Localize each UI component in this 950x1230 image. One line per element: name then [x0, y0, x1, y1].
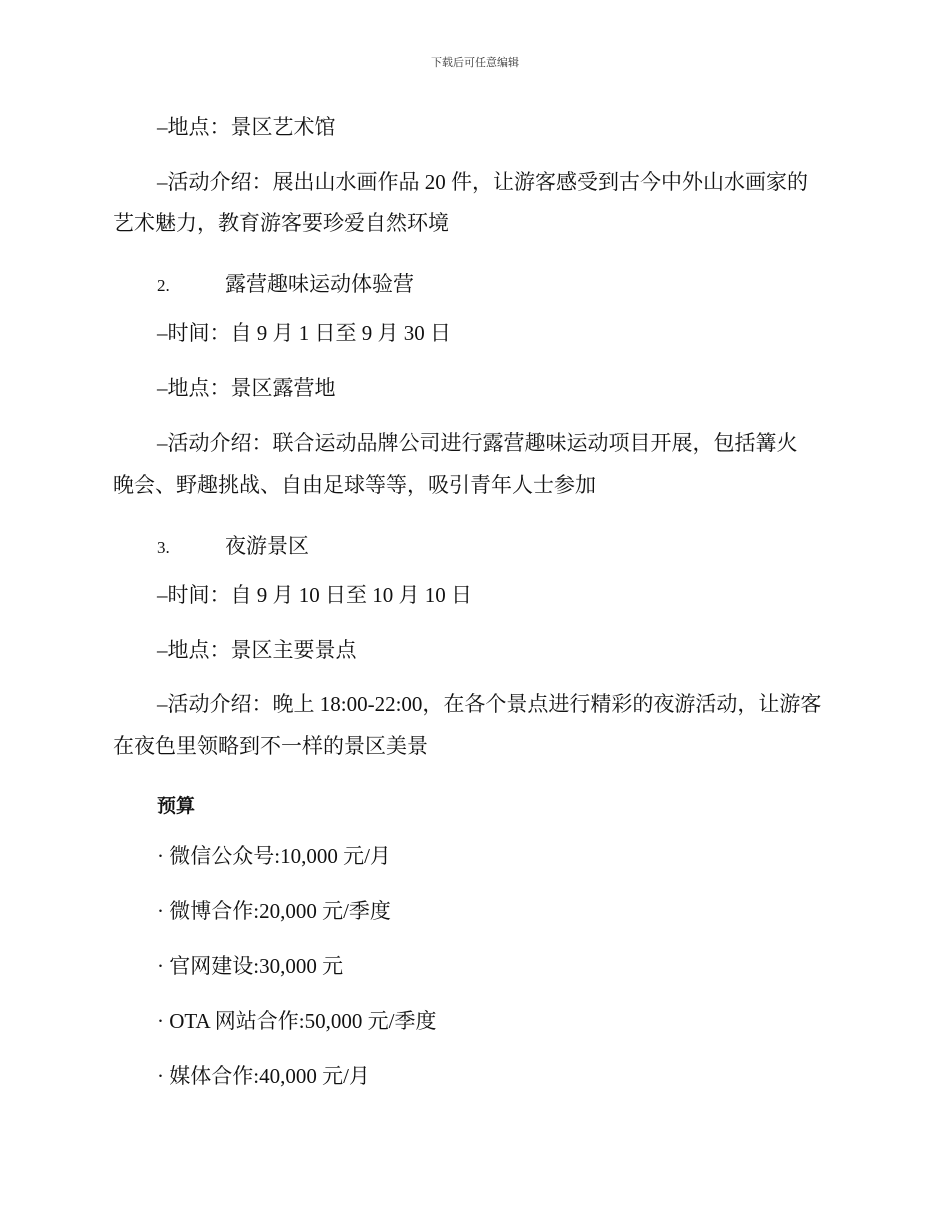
s1-intro-line2: 艺术魅力，教育游客要珍爱自然环境 [113, 211, 449, 235]
s3-number: 3. [157, 538, 170, 557]
budget-item: · 微博合作:20,000 元/季度 [157, 899, 391, 923]
s1-intro-line1: –活动介绍：展出山水画作品 20 件，让游客感受到古今中外山水画家的 [157, 170, 808, 194]
s2-time: –时间：自 9 月 1 日至 9 月 30 日 [157, 321, 451, 345]
s3-heading [157, 530, 309, 560]
s2-intro-line2: 晚会、野趣挑战、自由足球等等，吸引青年人士参加 [113, 473, 596, 497]
s3-intro-line1: –活动介绍：晚上 18:00-22:00，在各个景点进行精彩的夜游活动，让游客 [157, 692, 822, 716]
page-header: 下载后可任意编辑 [431, 56, 519, 69]
s3-location: –地点：景区主要景点 [157, 638, 357, 662]
s2-intro-line1: –活动介绍：联合运动品牌公司进行露营趣味运动项目开展，包括篝火 [157, 431, 798, 455]
budget-heading: 预算 [157, 795, 196, 817]
s2-heading [157, 268, 414, 298]
budget-item: · 微信公众号:10,000 元/月 [157, 844, 391, 868]
budget-item: · 媒体合作:40,000 元/月 [157, 1064, 370, 1088]
s1-location: –地点：景区艺术馆 [157, 115, 336, 139]
s2-number: 2. [157, 276, 170, 295]
budget-item: · OTA 网站合作:50,000 元/季度 [157, 1009, 437, 1033]
s2-location: –地点：景区露营地 [157, 376, 336, 400]
s3-intro-line2: 在夜色里领略到不一样的景区美景 [113, 734, 428, 758]
s2-title: 露营趣味运动体验营 [225, 272, 414, 296]
s3-title: 夜游景区 [225, 534, 309, 558]
s3-time: –时间：自 9 月 10 日至 10 月 10 日 [157, 583, 472, 607]
budget-item: · 官网建设:30,000 元 [157, 954, 344, 978]
